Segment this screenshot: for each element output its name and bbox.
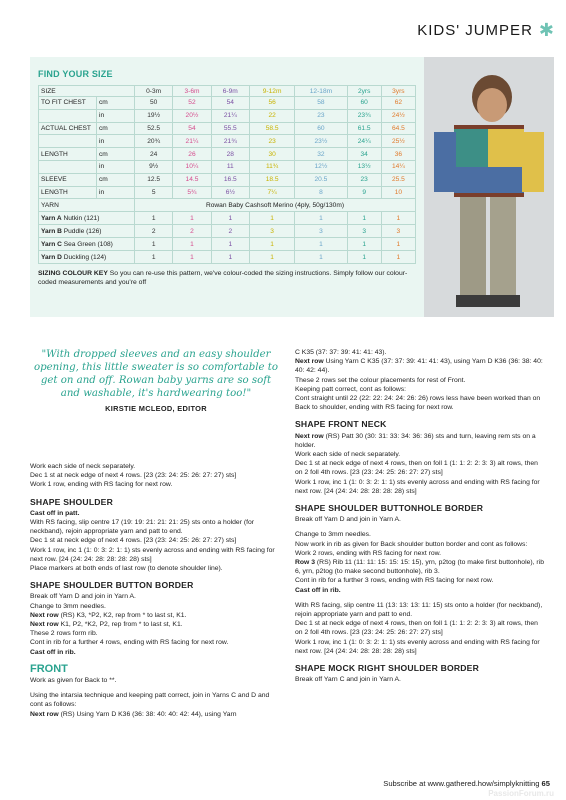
yarn-qty-cell: 1 [295,238,347,251]
size-value-cell: 23¾ [347,109,381,122]
section-title: KIDS' JUMPER [417,21,533,39]
size-value-cell: 14.5 [173,173,211,186]
yarn-qty-cell: 3 [381,225,415,238]
size-header-cell: 0-3m [135,86,173,97]
measurement-row [39,97,416,110]
bold-text: Cast off in patt. [30,509,80,517]
size-value-cell: 62 [381,97,415,110]
size-header-cell: 6-9m [211,86,249,97]
yarn-shade: Nutkin (121) [63,214,100,222]
yarn-id: Yarn B [41,227,62,235]
paragraph [295,558,547,576]
yarn-shade: Sea Green (108) [63,240,113,248]
row-unit: cm [97,97,135,110]
yarn-row-label [39,238,135,251]
size-value-cell: 28 [211,148,249,161]
size-value-cell: 10¼ [173,160,211,173]
paragraph: Change to 3mm needles. [295,531,371,539]
measurement-row [39,135,416,148]
paragraph [30,710,282,719]
size-value-cell: 5 [135,186,173,199]
yarn-row [39,225,416,238]
paragraph: Work 1 row, inc 1 (1: 0: 3: 2: 1: 1) sts evenly across and ending with RS facing for next row. [24 (24: 24: 28: 28: 28: 28) sts] [295,478,540,495]
yarn-qty-cell: 1 [173,212,211,225]
size-value-cell: 18.5 [249,173,294,186]
paragraph: C K35 (37: 37: 39: 41: 41: 43). [295,349,387,356]
measurement-row [39,186,416,199]
size-value-cell: 5¾ [173,186,211,199]
size-value-cell: 21¼ [173,135,211,148]
paragraph: With RS facing, slip centre 17 (19: 19: 21: 21: 21: 25) sts onto a holder (for neckband), rejoin appropriate yarn and patt to end. [30,519,255,536]
paragraph: Dec 1 st at neck edge of next 4 rows. [23 (23: 24: 25: 26: 27: 27) sts] [30,472,237,480]
bold-text: Cast off in rib. [30,648,76,656]
paragraph: Keeping patt correct, cont as follows: [295,385,407,393]
yarn-label: YARN [39,199,135,212]
size-header-cell: 3-6m [173,86,211,97]
child-jumper-illustration [424,57,554,317]
size-value-cell: 34 [347,148,381,161]
yarn-qty-cell: 1 [347,238,381,251]
yarn-qty-cell: 1 [347,251,381,264]
row-unit: in [97,109,135,122]
paragraph [295,357,547,375]
size-value-cell: 20½ [173,109,211,122]
size-value-cell: 12.5 [135,173,173,186]
bold-text: Cast off in rib. [295,586,341,594]
bold-text: Next row [295,432,324,440]
left-column [30,462,282,719]
paragraph: Dec 1 st at neck edge of next 4 rows, then on foll 1 (1: 1: 2: 2: 3: 3) alt rows, then on 2 foll 4th rows. [23 (23: 24: 25: 26: 27: 27) sts] [295,620,538,637]
paragraph: Cont in rib for a further 4 rows, ending with RS facing for next row. [30,639,229,647]
paragraph: Change to 3mm needles. [30,602,106,610]
measurement-row [39,122,416,135]
size-value-cell: 8 [295,186,347,199]
paragraph: Using the intarsia technique and keeping patt correct, join in Yarns C and D and cont as follows: [30,692,270,709]
section-heading: SHAPE MOCK RIGHT SHOULDER BORDER [295,663,480,674]
find-your-size-heading: FIND YOUR SIZE [38,69,113,79]
yarn-row [39,212,416,225]
text: (RS) K3, *P2, K2, rep from * to last st, K1. [58,611,187,619]
paragraph: With RS facing, slip centre 11 (13: 13: 13: 11: 15) sts onto a holder (for neckband), rejoin appropriate yarn and patt to end. [295,601,543,619]
size-header-row [39,86,416,97]
paragraph [30,509,282,518]
yarn-id: Yarn C [41,240,62,248]
yarn-id: Yarn A [41,214,62,222]
size-value-cell: 36 [381,148,415,161]
size-value-cell: 19½ [135,109,173,122]
sizing-colour-key [38,269,416,287]
paragraph: Work 1 row, inc 1 (1: 0: 3: 2: 1: 1) sts evenly across and ending with RS facing for next row. [24 (24: 24: 28: 28: 28: 28) sts] [295,638,540,655]
row-unit: cm [97,122,135,135]
section-heading: SHAPE SHOULDER [30,496,114,507]
yarn-qty-cell: 1 [249,238,294,251]
size-value-cell: 21¼ [211,109,249,122]
measurement-row [39,173,416,186]
yarn-qty-cell: 1 [347,212,381,225]
subscribe-link[interactable]: Subscribe at www.gathered.how/simplyknitting [383,779,540,788]
size-value-cell: 24¼ [347,135,381,148]
yarn-qty-cell: 1 [173,238,211,251]
paragraph [295,586,547,595]
yarn-qty-cell: 2 [135,225,173,238]
bold-text: Next row [30,710,59,718]
text: (RS) Rib 11 (11: 11: 15: 15: 15: 15), yrn, p2tog (to make first buttonhole), rib 6, yrn, p2tog (to make second buttonhole), rib 3. [295,559,544,576]
row-label [39,135,97,148]
size-header-cell: 9-12m [249,86,294,97]
paragraph: Place markers at both ends of last row (to denote shoulder line). [30,565,223,573]
size-value-cell: 25.5 [381,173,415,186]
paragraph [295,432,547,450]
bold-text: Next row [30,621,59,629]
row-label: TO FIT CHEST [39,97,97,110]
bold-text: Row 3 [295,559,316,567]
yarn-row-label [39,225,135,238]
key-title: SIZING COLOUR KEY [38,270,108,278]
row-label: SLEEVE [39,173,97,186]
paragraph: Dec 1 st at neck edge of next 4 rows, then on foll 1 (1: 1: 2: 2: 3: 3) alt rows, then on 2 foll 4th rows. [23 (23: 24: 25: 26: 27: 27) sts] [295,460,538,477]
page-footer [383,779,550,788]
size-value-cell: 60 [295,122,347,135]
size-value-cell: 16.5 [211,173,249,186]
size-value-cell: 60 [347,97,381,110]
paragraph: Work 2 rows, ending with RS facing for next row. [295,549,442,557]
yarn-qty-cell: 3 [295,225,347,238]
page-header [417,18,554,42]
size-value-cell: 58 [295,97,347,110]
size-value-cell: 24 [135,148,173,161]
size-value-cell: 25½ [381,135,415,148]
paragraph [30,620,282,629]
size-value-cell: 14¼ [381,160,415,173]
row-label [39,160,97,173]
asterisk-icon: ✱ [538,19,554,40]
size-panel [30,57,424,317]
size-value-cell: 20.5 [295,173,347,186]
size-header-cell: 3yrs [381,86,415,97]
paragraph: Work 1 row, inc 1 (1: 0: 3: 2: 1: 1) sts evenly across and ending with RS facing for next row. [24 (24: 24: 28: 28: 28: 28) sts] [30,546,275,563]
row-unit: cm [97,173,135,186]
paragraph: Work as given for Back to **. [30,677,117,685]
size-value-cell: 32 [295,148,347,161]
watermark: PassionForum.ru [488,789,554,798]
yarn-qty-cell: 2 [173,225,211,238]
size-value-cell: 50 [135,97,173,110]
yarn-row [39,238,416,251]
paragraph: These 2 rows set the colour placements for rest of Front. [295,376,466,384]
yarn-qty-cell: 3 [347,225,381,238]
size-header-label: SIZE [39,86,135,97]
yarn-qty-cell: 1 [135,212,173,225]
size-value-cell: 21¾ [211,135,249,148]
row-label: ACTUAL CHEST [39,122,97,135]
size-value-cell: 55.5 [211,122,249,135]
yarn-qty-cell: 1 [211,212,249,225]
yarn-row [39,251,416,264]
size-value-cell: 13½ [347,160,381,173]
section-heading-front: FRONT [30,662,68,675]
size-value-cell: 11 [211,160,249,173]
section-heading: SHAPE FRONT NECK [295,419,387,430]
yarn-shade: Puddle (126) [63,227,102,235]
paragraph: Now work in rib as given for Back shoulder button border and cont as follows: [295,540,528,548]
row-label [39,109,97,122]
paragraph [30,648,282,657]
yarn-qty-cell: 1 [295,212,347,225]
paragraph: Cont in rib for a further 3 rows, ending with RS facing for next row. [295,577,494,585]
paragraph: Work each side of neck separately. [30,463,136,470]
size-value-cell: 54 [173,122,211,135]
paragraph: Break off Yarn D and join in Yarn A. [295,516,401,524]
size-value-cell: 23 [347,173,381,186]
yarn-qty-cell: 1 [381,212,415,225]
paragraph: Dec 1 st at neck edge of next 4 rows. [23 (23: 24: 25: 26: 27: 27) sts] [30,537,237,545]
paragraph: Break off Yarn C and join in Yarn A. [295,676,401,684]
paragraph: Work each side of neck separately. [295,451,401,459]
yarn-qty-cell: 1 [135,238,173,251]
yarn-row-label [39,212,135,225]
yarn-qty-cell: 1 [249,212,294,225]
row-label: LENGTH [39,186,97,199]
size-value-cell: 9½ [135,160,173,173]
yarn-id: Yarn D [41,253,62,261]
paragraph: Cont straight until 22 (22: 22: 24: 24: 26: 26) rows less have been worked than on Back to shoulder, ending with RS facing for next row. [295,395,541,412]
row-label: LENGTH [39,148,97,161]
row-unit: in [97,135,135,148]
size-value-cell: 52.5 [135,122,173,135]
yarn-header-row [39,199,416,212]
yarn-qty-cell: 1 [249,251,294,264]
bold-text: Next row [30,611,59,619]
row-unit: in [97,186,135,199]
size-header-cell: 2yrs [347,86,381,97]
right-column [295,348,547,685]
size-value-cell: 23½ [295,135,347,148]
measurement-row [39,160,416,173]
section-heading: SHAPE SHOULDER BUTTONHOLE BORDER [295,503,484,514]
key-text: So you can re-use this pattern, we've colour-coded the sizing instructions. Simply follow our colour-coded measurements and you're off [38,270,408,287]
size-value-cell: 64.5 [381,122,415,135]
paragraph: Break off Yarn D and join in Yarn A. [30,593,136,601]
paragraph: These 2 rows form rib. [30,630,98,638]
measurement-row [39,148,416,161]
yarn-qty-cell: 1 [381,238,415,251]
size-value-cell: 12½ [295,160,347,173]
size-value-cell: 20¾ [135,135,173,148]
size-value-cell: 7¼ [249,186,294,199]
size-value-cell: 10 [381,186,415,199]
size-value-cell: 9 [347,186,381,199]
quote-author: KIRSTIE MCLEOD, EDITOR [105,404,207,413]
bold-text: Next row [295,358,324,366]
yarn-qty-cell: 3 [249,225,294,238]
size-value-cell: 23 [295,109,347,122]
size-value-cell: 52 [173,97,211,110]
measurement-row [39,109,416,122]
section-heading: SHAPE SHOULDER BUTTON BORDER [30,580,194,591]
yarn-qty-cell: 2 [211,225,249,238]
size-value-cell: 24½ [381,109,415,122]
quote-text: "With dropped sleeves and an easy shoulder opening, this little sweater is so comfortable to get on and off. Rowan baby yarns are so soft and washable, it's hardwearing too!" [34,349,278,399]
yarn-shade: Duckling (124) [63,253,107,261]
row-unit: cm [97,148,135,161]
text: (RS) Using Yarn D K36 (36: 38: 40: 40: 42: 44), using Yarn [58,710,237,718]
row-unit: in [97,160,135,173]
yarn-qty-cell: 1 [211,251,249,264]
text: (RS) Patt 30 (30: 31: 33: 34: 36: 36) sts and turn, leaving rem sts on a holder. [295,432,536,449]
size-value-cell: 61.5 [347,122,381,135]
size-value-cell: 58.5 [249,122,294,135]
yarn-row-label [39,251,135,264]
paragraph: Work 1 row, ending with RS facing for next row. [30,481,173,489]
size-value-cell: 6½ [211,186,249,199]
text: K1, P2, *K2, P2, rep from * to last st, K1. [58,621,183,629]
yarn-name: Rowan Baby Cashsoft Merino (4ply, 50g/130m) [135,199,416,212]
paragraph [30,611,282,620]
size-value-cell: 26 [173,148,211,161]
page-number: 65 [541,779,550,788]
size-value-cell: 30 [249,148,294,161]
yarn-qty-cell: 1 [135,251,173,264]
size-value-cell: 54 [211,97,249,110]
size-value-cell: 56 [249,97,294,110]
yarn-qty-cell: 1 [381,251,415,264]
yarn-qty-cell: 1 [295,251,347,264]
size-header-cell: 12-18m [295,86,347,97]
yarn-qty-cell: 1 [173,251,211,264]
size-value-cell: 23 [249,135,294,148]
jumper-photo [424,57,554,317]
yarn-qty-cell: 1 [211,238,249,251]
size-table [38,85,416,264]
size-value-cell: 11¾ [249,160,294,173]
size-value-cell: 22 [249,109,294,122]
text: Using Yarn C K35 (37: 37: 39: 41: 41: 43), using Yarn D K36 (36: 38: 40: 40: 42: 44). [295,358,543,375]
editor-quote [30,348,282,413]
